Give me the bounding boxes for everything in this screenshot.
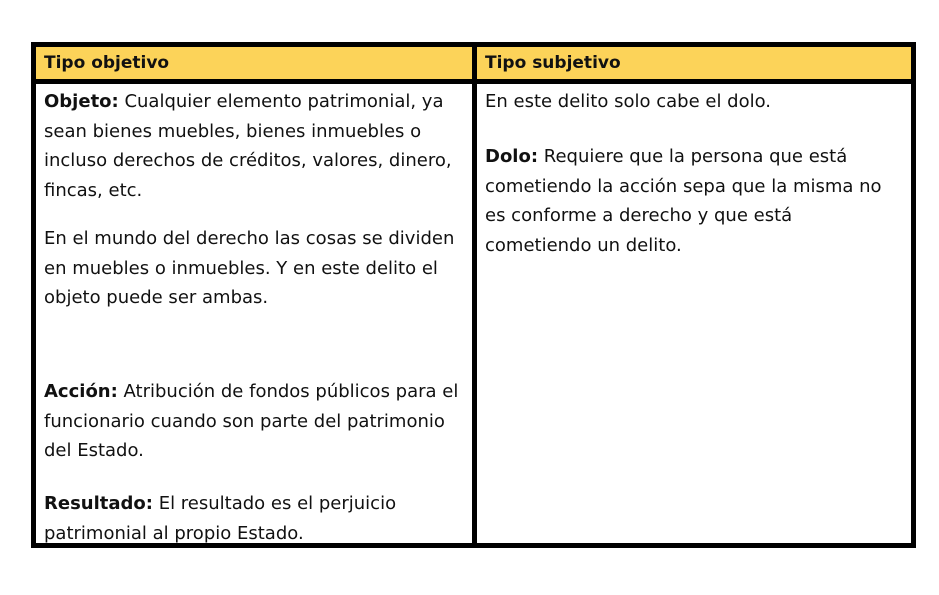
- resultado-label: Resultado:: [44, 493, 153, 514]
- dolo-text: Requiere que la persona que está cometiendo la acción sepa que la misma no es conforme a derecho y que está cometiendo un delito.: [485, 146, 882, 256]
- resultado-text: El resultado es el perjuicio patrimonial al propio Estado.: [44, 493, 397, 544]
- objeto-text: Cualquier elemento patrimonial, ya sean bienes muebles, bienes inmuebles o incluso derechos de créditos, valores, dinero, fincas, etc.: [44, 91, 452, 201]
- accion-paragraph: [44, 377, 462, 466]
- objeto-label: Objeto:: [44, 91, 119, 112]
- cell-tipo-subjetivo: [477, 84, 911, 543]
- intro-text: En este delito solo cabe el dolo.: [485, 91, 772, 112]
- criteria-table: [31, 42, 916, 548]
- header-tipo-subjetivo: Tipo subjetivo: [477, 47, 911, 79]
- resultado-paragraph: [44, 489, 462, 548]
- dolo-paragraph: [485, 142, 901, 260]
- dolo-label: Dolo:: [485, 146, 539, 167]
- accion-label: Acción:: [44, 381, 118, 402]
- header-tipo-objetivo: Tipo objetivo: [36, 47, 472, 79]
- accion-text: Atribución de fondos públicos para el funcionario cuando son parte del patrimonio del Estado.: [44, 381, 459, 461]
- mundo-paragraph: [44, 224, 462, 313]
- intro-paragraph: [485, 87, 901, 117]
- objeto-paragraph: [44, 87, 462, 205]
- cell-tipo-objetivo: [36, 84, 472, 543]
- mundo-text: En el mundo del derecho las cosas se dividen en muebles o inmuebles. Y en este delito el objeto puede ser ambas.: [44, 228, 455, 308]
